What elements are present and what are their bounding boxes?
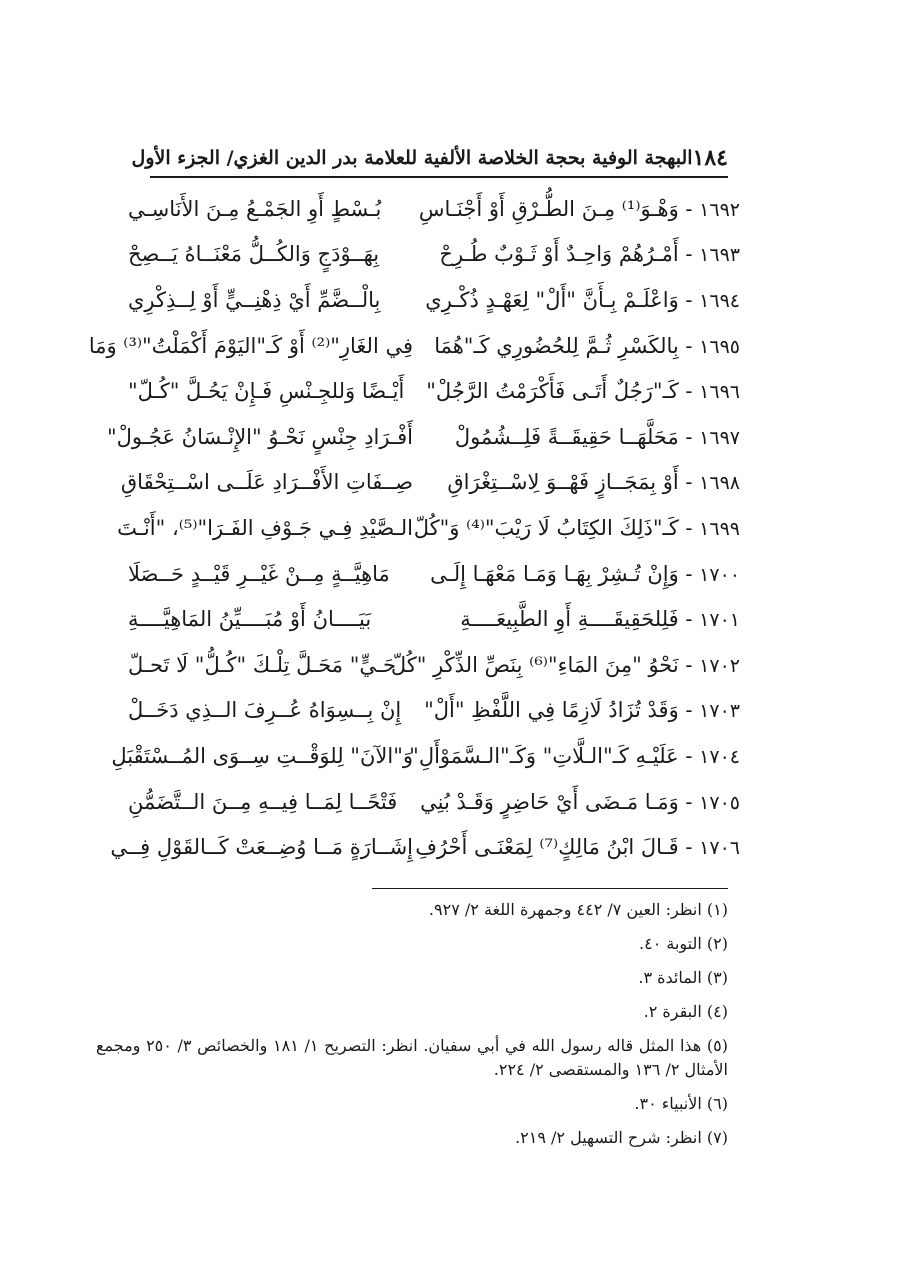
first-hemistich: ١٧٠٠ - وَإِنْ تُـشِرْ بِهَـا وَمَـا مَعْهَـا إِلَـى xyxy=(430,561,740,586)
verse-row xyxy=(128,277,740,323)
footnote: (٥) هذا المثل قاله رسول الله في أبي سفيان. انظر: التصريح ١/ ١٨١ والخصائص ٣/ ٢٥٠ ومجمع الأمثال ٢/ ١٣٦ والمستقصى ٢/ ٢٢٤. xyxy=(96,1036,728,1079)
verse-row xyxy=(128,232,740,278)
footnote: (١) انظر: العين ٧/ ٤٤٢ وجمهرة اللغة ٢/ ٩٢٧. xyxy=(428,900,728,919)
first-hemistich: ١٦٩٢ - وَهْـوَ⁽¹⁾ مِـنَ الطُّـرْقِ أَوْ أَجْنَـاسِ xyxy=(418,196,740,221)
second-hemistich: بَيَــــانُ أَوْ مُبَــــيِّنُ المَاهِيَّــــةِ xyxy=(128,607,372,632)
verse-number: ١٧٠٣ xyxy=(699,700,740,723)
verse-number: ١٦٩٦ xyxy=(699,381,740,404)
first-hemistich-text: وَاعْلَـمْ بِـأَنَّ "أَلْ" لِعَهْـدٍ ذُكْـرِي xyxy=(425,287,679,312)
footnotes xyxy=(96,898,728,1160)
first-hemistich: ١٦٩٩ - كَـ"ذَلِكَ الكِتَابُ لَا رَيْبَ"⁽⁴⁾ وَ"كُلّ xyxy=(413,515,740,540)
second-hemistich: إِشَــارَةٍ مَــا وُضِــعَتْ كَــالقَوْلِ فِــي xyxy=(110,835,413,860)
verse-row xyxy=(120,460,740,506)
first-hemistich: ١٧٠٤ - عَلَيْـهِ كَـ"الـلَّاتِ" وَكَـ"الـسَّمَوْأَلِ" xyxy=(409,743,740,768)
verse-row xyxy=(128,596,740,642)
second-hemistich: الـصَّيْدِ فِـي جَـوْفِ الفَـرَا"⁽⁵⁾، "أَنْـتَ xyxy=(117,515,413,540)
footnote: (٢) التوبة ٤٠. xyxy=(639,934,728,953)
first-hemistich: ١٦٩٣ - أَمْـرُهُمْ وَاحِـدٌ أَوْ ثَـوْبٌ طُـرِحْ xyxy=(439,242,740,267)
first-hemistich-text: فَلِلحَقِيقَــــةِ أَوِ الطَّبِيعَــــةِ xyxy=(460,607,679,632)
page-number: ١٨٤ xyxy=(692,145,728,171)
verse-row xyxy=(128,368,740,414)
verse-number: ١٦٩٣ xyxy=(699,244,740,267)
first-hemistich-text: كَـ"ذَلِكَ الكِتَابُ لَا رَيْبَ"⁽⁴⁾ وَ"كُلّ xyxy=(413,515,679,540)
first-hemistich-text: بِالكَسْرِ ثُـمَّ لِلحُضُورِي كَـ"هُمَا xyxy=(434,333,679,358)
verse-row xyxy=(128,186,740,232)
verse-number: ١٧٠٢ xyxy=(699,654,740,677)
first-hemistich: ١٦٩٥ - بِالكَسْرِ ثُـمَّ لِلحُضُورِي كَـ"هُمَا xyxy=(434,333,740,358)
second-hemistich: بِهَــوْدَجٍ وَالكُــلُّ مَعْنَــاهُ يَــصِحْ xyxy=(128,242,380,267)
verse-number: ١٦٩٥ xyxy=(699,335,740,358)
first-hemistich: ١٧٠٥ - وَمَـا مَـضَى أَيْ حَاضِرٍ وَقَـدْ بُنِي xyxy=(420,789,740,814)
verse-row xyxy=(110,824,740,870)
first-hemistich-text: وَإِنْ تُـشِرْ بِهَـا وَمَـا مَعْهَـا إِلَـى xyxy=(430,561,679,586)
second-hemistich: وَ"الآنَ" لِلوَقْــتِ سِــوَى المُــسْتَقْبَلِ xyxy=(111,743,413,768)
verse-number: ١٧٠٥ xyxy=(699,791,740,814)
verse-row xyxy=(111,733,740,779)
first-hemistich: ١٧٠١ - فَلِلحَقِيقَــــةِ أَوِ الطَّبِيعَــــةِ xyxy=(460,607,740,632)
second-hemistich: بُـسْطٍ أَوِ الجَمْـعُ مِـنَ الأَنَاسِـي xyxy=(128,196,382,221)
verse-number: ١٦٩٩ xyxy=(699,517,740,540)
second-hemistich: أَيْـضًا وَللجِـنْسِ فَـإِنْ يَحُـلَّ "كُـلّ" xyxy=(128,379,405,404)
footnote: (٤) البقرة ٢. xyxy=(643,1002,728,1021)
first-hemistich: ١٧٠٦ - قَـالَ ابْنُ مَالِكٍ⁽⁷⁾ لِمَعْنَـى أَحْرُفِ xyxy=(415,835,740,860)
verse-row xyxy=(106,414,740,460)
verse-row xyxy=(128,779,740,825)
second-hemistich: بِالْــضَّمِّ أَيْ ذِهْنِــيٍّ أَوْ لِــذِكْرِي xyxy=(128,287,381,312)
verse-row xyxy=(128,688,740,734)
first-hemistich-text: وَهْـوَ⁽¹⁾ مِـنَ الطُّـرْقِ أَوْ أَجْنَـاسِ xyxy=(418,196,679,221)
verse-number: ١٦٩٤ xyxy=(699,289,740,312)
first-hemistich: ١٦٩٦ - كَـ"رَجُلٌ أَتَـى فَأَكْرَمْتُ الرَّجُلْ" xyxy=(426,379,740,404)
first-hemistich: ١٦٩٨ - أَوْ بِمَجَــازٍ فَهْــوَ لِاسْــتِغْرَاقِ xyxy=(447,470,740,495)
footnote-divider xyxy=(372,888,728,889)
footnote: (٣) المائدة ٣. xyxy=(638,968,728,987)
footnote: (٧) انظر: شرح التسهيل ٢/ ٢١٩. xyxy=(515,1128,728,1147)
verse-number: ١٧٠٠ xyxy=(699,563,740,586)
first-hemistich-text: كَـ"رَجُلٌ أَتَـى فَأَكْرَمْتُ الرَّجُلْ" xyxy=(426,379,679,404)
page-header xyxy=(131,140,728,178)
header-title: البهجة الوفية بحجة الخلاصة الألفية للعلامة بدر الدين الغزي/ الجزء الأول xyxy=(131,147,693,169)
verse-number: ١٧٠٤ xyxy=(699,745,740,768)
verse-row xyxy=(117,505,740,551)
first-hemistich-text: وَمَـا مَـضَى أَيْ حَاضِرٍ وَقَـدْ بُنِي xyxy=(420,789,679,814)
verse-row xyxy=(128,642,740,688)
verse-number: ١٦٩٨ xyxy=(699,472,740,495)
second-hemistich: حَـيٍّ" مَحَـلَّ تِلْـكَ "كُـلُّ" لَا تَحـلّ xyxy=(128,652,396,677)
verse-row xyxy=(88,323,740,369)
first-hemistich: ١٧٠٢ - نَحْوُ "مِنَ المَاءِ"⁽⁶⁾ بِنَصِّ الذِّكْرِ "كُلّ xyxy=(390,652,740,677)
verse-number: ١٦٩٢ xyxy=(699,198,740,221)
first-hemistich: ١٧٠٣ - وَقَدْ تُزَادُ لَازِمًا فِي اللَّفْظِ "أَلْ" xyxy=(424,698,740,723)
first-hemistich-text: أَمْـرُهُمْ وَاحِـدٌ أَوْ ثَـوْبٌ طُـرِحْ xyxy=(439,242,679,267)
second-hemistich: فَتْحًــا لِمَــا فِيــهِ مِــنَ الــتَّضَمُّنِ xyxy=(128,789,398,814)
verse-number: ١٧٠١ xyxy=(699,609,740,632)
verse-row xyxy=(128,551,740,597)
first-hemistich-text: أَوْ بِمَجَــازٍ فَهْــوَ لِاسْــتِغْرَاقِ xyxy=(447,470,679,495)
second-hemistich: صِــفَاتِ الأَفْــرَادِ عَلَــى اسْــتِحْقَاقِ xyxy=(120,470,413,495)
verse-number: ١٧٠٦ xyxy=(699,837,740,860)
second-hemistich: فِي الغَارِ"⁽²⁾ أَوْ كَـ"اليَوْمَ أَكْمَلْتُ"⁽³⁾ وَمَا xyxy=(88,333,413,358)
footnote: (٦) الأنبياء ٣٠. xyxy=(634,1094,728,1113)
second-hemistich: إِنْ بِــسِوَاهُ عُــرِفَ الــذِي دَخَــلْ xyxy=(128,698,402,723)
first-hemistich: ١٦٩٧ - مَحَلَّهَــا حَقِيقَــةً فَلِــشُمُولْ xyxy=(454,424,740,449)
verse-list xyxy=(88,186,740,870)
verse-number: ١٦٩٧ xyxy=(699,426,740,449)
first-hemistich-text: قَـالَ ابْنُ مَالِكٍ⁽⁷⁾ لِمَعْنَـى أَحْرُفِ xyxy=(415,835,679,860)
first-hemistich: ١٦٩٤ - وَاعْلَـمْ بِـأَنَّ "أَلْ" لِعَهْـدٍ ذُكْـرِي xyxy=(425,287,740,312)
second-hemistich: أَفْـرَادِ جِنْسٍ نَحْـوُ "الإِنْـسَانُ عَجُـولْ" xyxy=(106,424,413,449)
first-hemistich-text: وَقَدْ تُزَادُ لَازِمًا فِي اللَّفْظِ "أَلْ" xyxy=(424,698,679,723)
first-hemistich-text: نَحْوُ "مِنَ المَاءِ"⁽⁶⁾ بِنَصِّ الذِّكْرِ "كُلّ xyxy=(390,652,679,677)
second-hemistich: مَاهِيَّــةٍ مِــنْ غَيْــرِ قَيْــدٍ حَــصَلَا xyxy=(128,561,390,586)
first-hemistich-text: عَلَيْـهِ كَـ"الـلَّاتِ" وَكَـ"الـسَّمَوْأَلِ" xyxy=(409,743,679,768)
first-hemistich-text: مَحَلَّهَــا حَقِيقَــةً فَلِــشُمُولْ xyxy=(454,424,679,449)
